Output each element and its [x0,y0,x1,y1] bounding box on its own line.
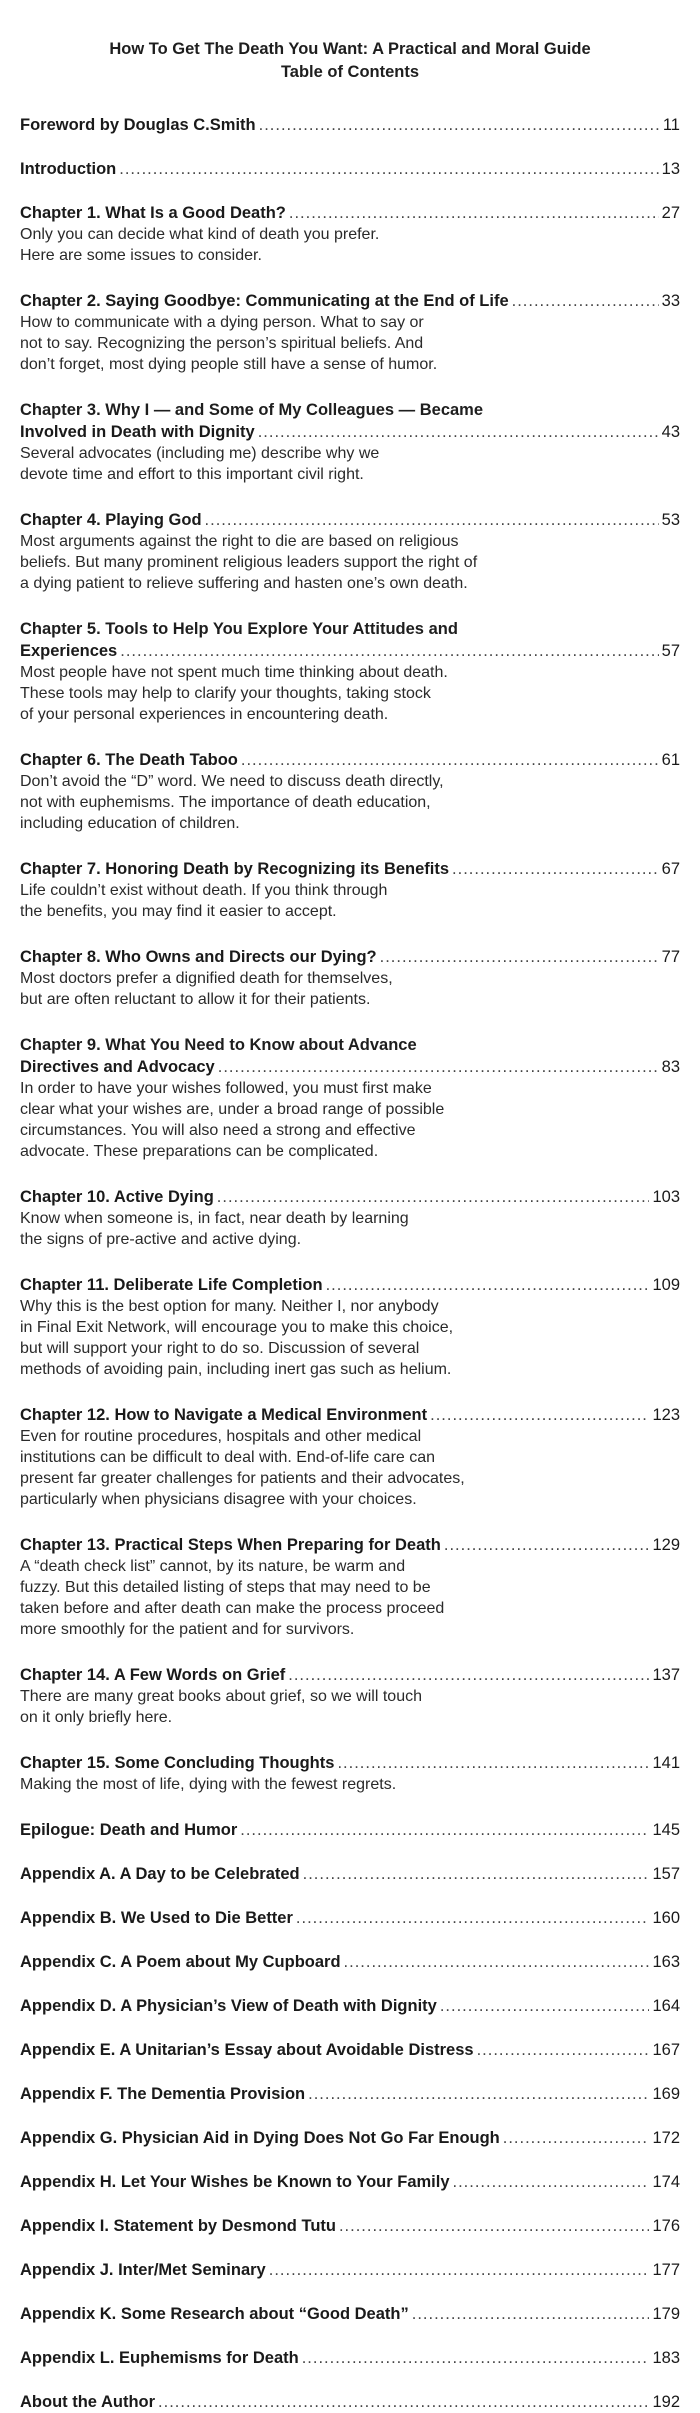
toc-entry-heading [20,114,680,136]
toc-entry[interactable] [20,858,680,922]
toc-entry[interactable] [20,1752,680,1795]
toc-entry-page-number: 43 [661,423,680,441]
toc-entry[interactable] [20,158,680,180]
toc-entry-page-number: 83 [661,1058,680,1076]
toc-entry-heading [20,1186,680,1208]
toc-entry-description: Only you can decide what kind of death you prefer. Here are some issues to consider. [20,226,380,264]
toc-entry-heading [20,2215,680,2237]
toc-entry[interactable] [20,114,680,136]
toc-entry[interactable] [20,2171,680,2193]
toc-entry[interactable] [20,1995,680,2017]
dot-leader [259,114,660,136]
toc-entry-description: Why this is the best option for many. Neither I, nor anybody in Final Exit Network, will encourage you to make this choice, but will support your right to do so. Discussion of several methods of avoiding pain, including inert gas such as helium. [20,1298,454,1378]
toc-entry-heading [20,158,680,180]
toc-entry-page-number: 174 [652,2173,680,2191]
dot-leader [240,1819,649,1841]
toc-entry-page-number: 33 [661,292,680,310]
toc-entry-page-number: 129 [652,1536,680,1554]
toc-entry-title: Appendix A. A Day to be Celebrated [20,1865,300,1883]
toc-entry[interactable] [20,749,680,834]
dot-leader [430,1404,649,1426]
toc-entry[interactable] [20,509,680,594]
toc-entry-heading [20,1274,680,1296]
toc-entry-heading [20,1664,680,1686]
toc-entry-title: About the Author [20,2393,156,2411]
dot-leader [337,1752,649,1774]
dot-leader [344,1951,650,1973]
toc-entry-page-number: 13 [661,160,680,178]
toc-entry-page-number: 164 [652,1997,680,2015]
toc-entry-title: Appendix H. Let Your Wishes be Known to Your Family [20,2173,450,2191]
toc-entry-page-number: 109 [652,1276,680,1294]
toc-entry-description: Know when someone is, in fact, near death by learning the signs of pre-active and active dying. [20,1210,409,1248]
toc-entry-title: Appendix D. A Physician’s View of Death with Dignity [20,1997,437,2015]
toc-entry[interactable] [20,2347,680,2369]
toc-entry-title: Appendix F. The Dementia Provision [20,2085,306,2103]
toc-entry[interactable] [20,1534,680,1640]
toc-entry-title: Appendix K. Some Research about “Good Death” [20,2305,409,2323]
toc-entry-title: Involved in Death with Dignity [20,423,255,441]
toc-entry-title: Directives and Advocacy [20,1058,215,1076]
toc-entry-title-line1: Chapter 5. Tools to Help You Explore Your Attitudes and [20,620,458,638]
toc-entry-page-number: 179 [652,2305,680,2323]
toc-entry-page-number: 77 [661,948,680,966]
toc-entry-heading [20,2347,680,2369]
toc-entry-title: Chapter 2. Saying Goodbye: Communicating at the End of Life [20,292,509,310]
toc-entry[interactable] [20,618,680,725]
toc-entry-title-line1: Chapter 3. Why I — and Some of My Colleagues — Became [20,401,484,419]
dot-leader [440,1995,650,2017]
toc-entry-page-number: 57 [661,642,680,660]
dot-leader [503,2127,650,2149]
toc-entry-description: Most doctors prefer a dignified death for themselves, but are often reluctant to allow it for their patients. [20,970,393,1008]
toc-entry-page-number: 11 [662,116,680,134]
dot-leader [512,290,659,312]
toc-entry-page-number: 177 [652,2261,680,2279]
toc-entry-title: Chapter 14. A Few Words on Grief [20,1666,286,1684]
dot-leader [444,1534,650,1556]
toc-entry-description: Making the most of life, dying with the fewest regrets. [20,1776,397,1793]
toc-entry-title: Chapter 8. Who Owns and Directs our Dying? [20,948,377,966]
dot-leader [288,1664,649,1686]
toc-entry-title: Appendix C. A Poem about My Cupboard [20,1953,341,1971]
toc-entry-heading [20,1056,680,1078]
toc-entry-heading [20,1819,680,1841]
toc-entry[interactable] [20,2083,680,2105]
toc-entry-description: Several advocates (including me) describe why we devote time and effort to this important civil right. [20,445,380,483]
toc-entry-page-number: 141 [652,1754,680,1772]
toc-entry-description: A “death check list” cannot, by its nature, be warm and fuzzy. But this detailed listing of steps that may need to be taken before and after death can make the process proceed more smoothly for the patient and for survivors. [20,1558,445,1638]
dot-leader [339,2215,650,2237]
toc-entry-heading [20,2039,680,2061]
dot-leader [296,1907,650,1929]
toc-entry[interactable] [20,2391,680,2413]
toc-entry-page-number: 163 [652,1953,680,1971]
toc-entry-description: Life couldn’t exist without death. If you think through the benefits, you may find it easier to accept. [20,882,388,920]
toc-entry-title: Chapter 13. Practical Steps When Preparing for Death [20,1536,441,1554]
toc-entry-page-number: 183 [652,2349,680,2367]
dot-leader [269,2259,650,2281]
toc-entry-heading [20,1534,680,1556]
toc-entry-heading [20,1863,680,1885]
toc-entry-page-number: 169 [652,2085,680,2103]
toc-entry-page-number: 172 [652,2129,680,2147]
toc-entry-heading [20,2171,680,2193]
toc-entry-title: Appendix J. Inter/Met Seminary [20,2261,266,2279]
toc-entry-page-number: 137 [652,1666,680,1684]
dot-leader [380,946,659,968]
toc-entry-heading [20,1752,680,1774]
toc-entry[interactable] [20,2039,680,2061]
toc-entry-title: Epilogue: Death and Humor [20,1821,238,1839]
toc-entry[interactable] [20,2215,680,2237]
toc-entry[interactable] [20,1951,680,1973]
toc-entry-page-number: 176 [652,2217,680,2235]
toc-entry[interactable] [20,946,680,1010]
toc-entry-page-number: 192 [652,2393,680,2411]
toc-entry-heading [20,2259,680,2281]
toc-entry[interactable] [20,1664,680,1728]
toc-entry-page-number: 123 [652,1406,680,1424]
toc-entry-heading [20,1404,680,1426]
toc-entry-heading [20,421,680,443]
toc-entry-page-number: 67 [661,860,680,878]
dot-leader [158,2391,649,2413]
dot-leader [218,1056,659,1078]
toc-entry[interactable] [20,1034,680,1162]
toc-entry-title: Chapter 12. How to Navigate a Medical Environment [20,1406,428,1424]
toc-entry-heading [20,749,680,771]
dot-leader [241,749,659,771]
toc-entry-title: Appendix I. Statement by Desmond Tutu [20,2217,336,2235]
toc-entry-page-number: 61 [661,751,680,769]
toc-entry-heading [20,509,680,531]
toc-entry-heading [20,2303,680,2325]
toc-entry-heading [20,946,680,968]
toc-entry[interactable] [20,2303,680,2325]
toc-entry[interactable] [20,2127,680,2149]
toc-entry-title: Foreword by Douglas C.Smith [20,116,256,134]
toc-entry-title: Appendix B. We Used to Die Better [20,1909,293,1927]
dot-leader [308,2083,649,2105]
dot-leader [258,421,659,443]
toc-entry[interactable] [20,1404,680,1510]
dot-leader [412,2303,650,2325]
dot-leader [477,2039,650,2061]
toc-entry-title: Chapter 11. Deliberate Life Completion [20,1276,323,1294]
toc-entry-title: Introduction [20,160,117,178]
toc-entry-heading [20,202,680,224]
toc-entry-heading [20,1995,680,2017]
toc-entry[interactable] [20,202,680,266]
toc-heading: Table of Contents [280,63,420,81]
dot-leader [217,1186,650,1208]
toc-entry-heading [20,640,680,662]
dot-leader [119,158,658,180]
toc-entry[interactable] [20,1863,680,1885]
toc-entry-heading [20,2083,680,2105]
toc-list [20,114,680,2413]
toc-entry-title-line1: Chapter 9. What You Need to Know about Advance [20,1036,417,1054]
book-title: How To Get The Death You Want: A Practical and Moral Guide [109,40,591,58]
toc-entry-description: Don’t avoid the “D” word. We need to discuss death directly, not with euphemisms. The importance of death education, including education of children. [20,773,444,832]
toc-entry-title: Chapter 10. Active Dying [20,1188,214,1206]
toc-entry-title: Chapter 7. Honoring Death by Recognizing its Benefits [20,860,450,878]
toc-entry-heading [20,2391,680,2413]
toc-entry-page-number: 167 [652,2041,680,2059]
toc-entry-page-number: 157 [652,1865,680,1883]
toc-entry-page-number: 103 [652,1188,680,1206]
toc-entry-description: There are many great books about grief, so we will touch on it only briefly here. [20,1688,422,1726]
toc-entry-title: Experiences [20,642,118,660]
dot-leader [289,202,659,224]
toc-entry-title: Chapter 1. What Is a Good Death? [20,204,286,222]
toc-entry-description: How to communicate with a dying person. What to say or not to say. Recognizing the person’s spiritual beliefs. And don’t forget, most dying people still have a sense of humor. [20,314,438,373]
toc-entry-title: Appendix G. Physician Aid in Dying Does Not Go Far Enough [20,2129,500,2147]
dot-leader [205,509,659,531]
toc-entry[interactable] [20,1907,680,1929]
toc-entry[interactable] [20,2259,680,2281]
dot-leader [452,858,659,880]
dot-leader [120,640,658,662]
toc-entry-description: Most people have not spent much time thinking about death. These tools may help to clarify your thoughts, taking stock of your personal experiences in encountering death. [20,664,448,723]
toc-entry-heading [20,1951,680,1973]
title-block [20,38,680,84]
toc-entry-heading [20,290,680,312]
toc-entry-title: Chapter 4. Playing God [20,511,202,529]
toc-entry[interactable] [20,1819,680,1841]
toc-entry-page-number: 145 [652,1821,680,1839]
toc-entry-heading [20,2127,680,2149]
dot-leader [326,1274,650,1296]
toc-entry-title: Chapter 6. The Death Taboo [20,751,238,769]
toc-entry-heading [20,858,680,880]
toc-entry[interactable] [20,1274,680,1380]
toc-entry-page-number: 27 [661,204,680,222]
dot-leader [303,1863,650,1885]
dot-leader [302,2347,650,2369]
toc-entry[interactable] [20,290,680,375]
toc-entry-title: Chapter 15. Some Concluding Thoughts [20,1754,335,1772]
toc-entry-page-number: 53 [661,511,680,529]
toc-entry-title: Appendix L. Euphemisms for Death [20,2349,299,2367]
toc-entry-title: Appendix E. A Unitarian’s Essay about Avoidable Distress [20,2041,474,2059]
toc-entry-description: In order to have your wishes followed, you must first make clear what your wishes are, under a broad range of possible circumstances. You will also need a strong and effective advocate. These preparations can be complicated. [20,1080,445,1160]
toc-entry[interactable] [20,1186,680,1250]
toc-entry-description: Even for routine procedures, hospitals and other medical institutions can be difficult to deal with. End-of-life care can present far greater challenges for patients and their advocates, particularly when physicians disagree with your choices. [20,1428,465,1508]
toc-entry-page-number: 160 [652,1909,680,1927]
toc-entry-description: Most arguments against the right to die are based on religious beliefs. But many prominent religious leaders support the right of a dying patient to relieve suffering and hasten one’s own death. [20,533,478,592]
dot-leader [453,2171,650,2193]
toc-entry[interactable] [20,399,680,485]
toc-entry-heading [20,1907,680,1929]
